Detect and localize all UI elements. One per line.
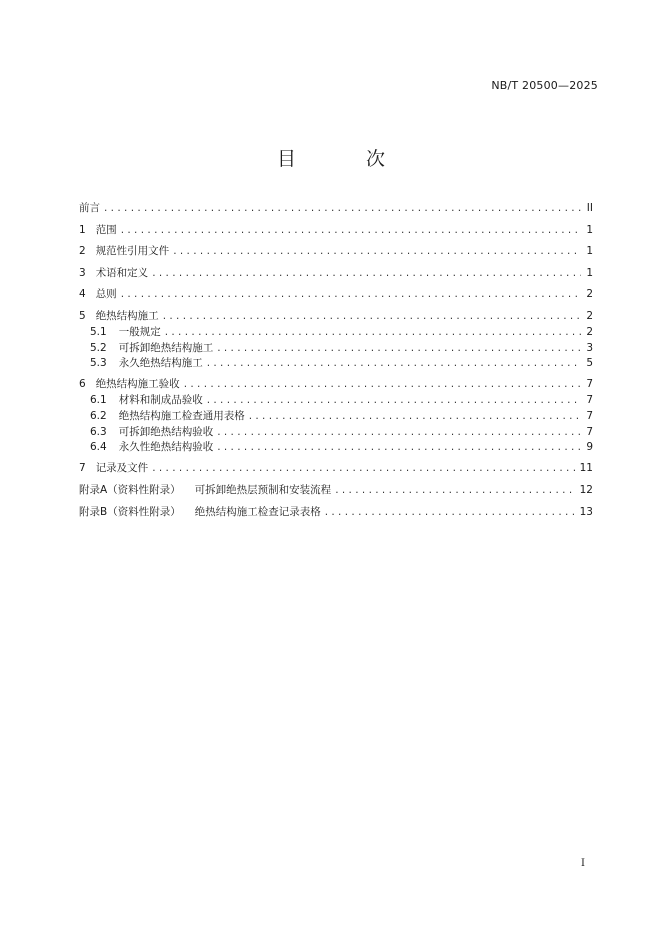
toc-entry-page: 9 [586, 441, 593, 454]
toc-entry[interactable] [79, 459, 593, 477]
toc-entry[interactable] [79, 341, 593, 357]
toc-entry-label: 绝热结构施工检查通用表格 [118, 409, 245, 422]
toc-entry-number: 6.4 [90, 441, 107, 454]
toc-entry-page: 11 [579, 462, 593, 475]
toc-entry-label: 总则 [95, 288, 117, 301]
toc-entry-page: 7 [586, 409, 593, 422]
toc-entry-page: 7 [586, 425, 593, 438]
dot-leader [165, 325, 581, 341]
toc-entry-number: 2 [79, 245, 86, 258]
toc-entry[interactable] [79, 440, 593, 456]
toc-entry[interactable] [79, 425, 593, 441]
toc-entry[interactable] [79, 503, 593, 521]
toc-entry-number: 4 [79, 288, 86, 301]
dot-leader [163, 307, 581, 325]
dot-leader [152, 459, 575, 477]
dot-leader [217, 440, 581, 456]
toc-entry-number: 5.2 [90, 341, 107, 354]
toc-entry[interactable] [79, 242, 593, 260]
standard-code: NB/T 20500—2025 [491, 79, 598, 92]
toc-entry[interactable] [79, 481, 593, 499]
toc-entry-label: 范围 [95, 223, 117, 236]
toc-entry[interactable] [79, 199, 593, 217]
dot-leader [207, 356, 581, 372]
toc-entry-page: 7 [586, 394, 593, 407]
toc-entry-page: 1 [586, 223, 593, 236]
toc-entry-number: 6 [79, 378, 86, 391]
dot-leader [173, 242, 581, 260]
toc-entry-label: 规范性引用文件 [95, 245, 170, 258]
toc-entry-label: 术语和定义 [95, 266, 149, 279]
toc-entry-page: 12 [579, 483, 593, 496]
toc-entry-number: 附录B（资料性附录） [79, 505, 181, 518]
toc-entry-number: 附录A（资料性附录） [79, 483, 181, 496]
page-title: 目 次 [276, 148, 418, 170]
toc-entry-label: 永久性绝热结构验收 [118, 441, 214, 454]
toc-entry[interactable] [79, 393, 593, 409]
toc-entry-page: 2 [586, 325, 593, 338]
toc-entry-number: 5.1 [90, 325, 107, 338]
toc-entry-number: 1 [79, 223, 86, 236]
table-of-contents [79, 199, 593, 521]
toc-entry-page: 3 [586, 341, 593, 354]
toc-entry-number: 6.3 [90, 425, 107, 438]
dot-leader [325, 503, 576, 521]
dot-leader [335, 481, 575, 499]
toc-entry-label: 绝热结构施工 [95, 309, 159, 322]
toc-entry-number: 6.1 [90, 394, 107, 407]
dot-leader [184, 375, 581, 393]
dot-leader [152, 264, 581, 282]
toc-entry-number: 3 [79, 266, 86, 279]
page-number: I [581, 858, 585, 869]
toc-entry-page: 2 [586, 309, 593, 322]
dot-leader [217, 341, 581, 357]
toc-entry-page: II [586, 202, 593, 214]
toc-entry[interactable] [79, 285, 593, 303]
toc-entry-number: 5.3 [90, 357, 107, 370]
toc-entry[interactable] [79, 221, 593, 239]
toc-entry-number: 6.2 [90, 409, 107, 422]
toc-entry-number: 7 [79, 462, 86, 475]
toc-entry-label: 绝热结构施工检查记录表格 [194, 505, 321, 518]
toc-entry[interactable] [79, 264, 593, 282]
toc-entry-label: 记录及文件 [95, 462, 149, 475]
toc-entry-page: 13 [579, 505, 593, 518]
toc-entry-label: 前言 [79, 202, 100, 214]
toc-entry-label: 材料和制成品验收 [118, 394, 203, 407]
dot-leader [121, 285, 581, 303]
toc-entry-label: 绝热结构施工验收 [95, 378, 180, 391]
toc-entry-page: 2 [586, 288, 593, 301]
toc-entry[interactable] [79, 375, 593, 393]
dot-leader [104, 199, 581, 217]
toc-entry[interactable] [79, 325, 593, 341]
toc-entry-label: 可拆卸绝热层预制和安装流程 [194, 483, 332, 496]
toc-entry[interactable] [79, 356, 593, 372]
dot-leader [121, 221, 581, 239]
toc-entry-label: 可拆卸绝热结构施工 [118, 341, 214, 354]
toc-entry-number: 5 [79, 309, 86, 322]
toc-entry[interactable] [79, 409, 593, 425]
toc-entry-page: 1 [586, 245, 593, 258]
toc-entry-label: 永久绝热结构施工 [118, 357, 203, 370]
toc-entry-label: 一般规定 [118, 325, 161, 338]
toc-entry-label: 可拆卸绝热结构验收 [118, 425, 214, 438]
dot-leader [207, 393, 581, 409]
toc-entry-page: 7 [586, 378, 593, 391]
dot-leader [249, 409, 581, 425]
toc-entry-page: 1 [586, 266, 593, 279]
dot-leader [217, 425, 581, 441]
toc-entry-page: 5 [586, 357, 593, 370]
toc-entry[interactable] [79, 307, 593, 325]
